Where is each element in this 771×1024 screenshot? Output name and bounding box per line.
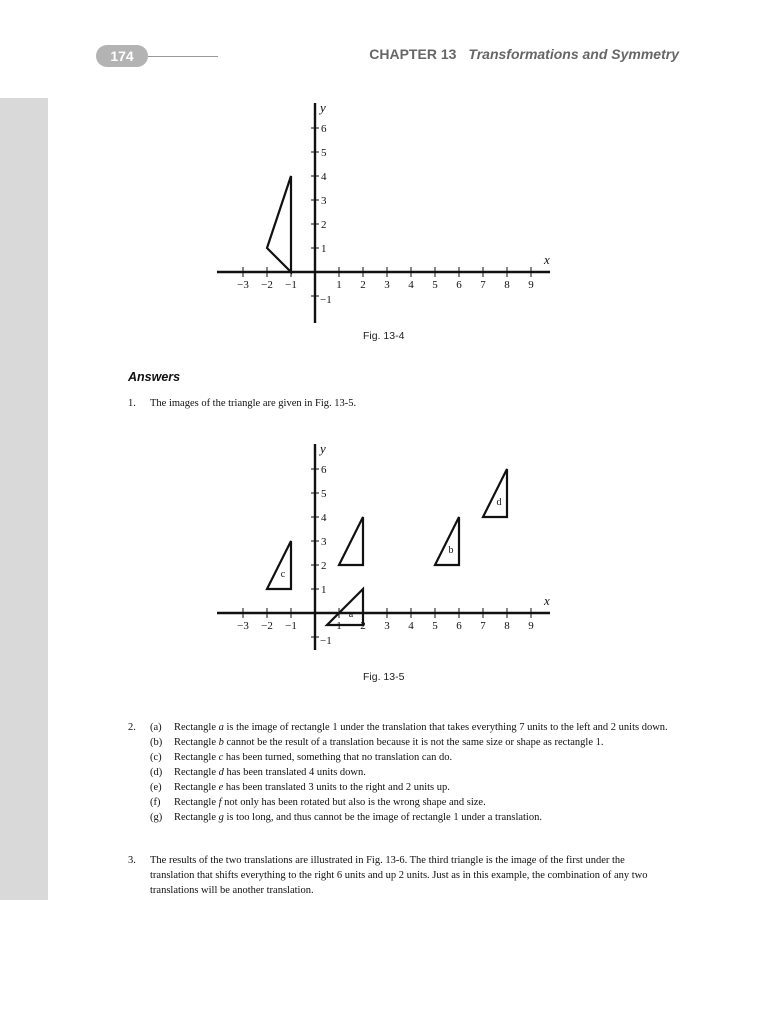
header-rule: [148, 56, 218, 57]
triangle-original: [267, 176, 291, 272]
y-axis-label: y: [320, 441, 326, 456]
y-tick-label: 6: [321, 123, 327, 135]
figure-13-5-graph: [200, 440, 560, 660]
chapter-title: Transformations and Symmetry: [468, 46, 679, 62]
x-tick-label: 1: [336, 620, 342, 632]
x-tick-label: −2: [261, 620, 273, 632]
part-label: (b): [150, 737, 163, 748]
part-text: not only has been rotated but also is the wrong shape and size.: [221, 797, 486, 808]
x-tick-label: 2: [360, 620, 366, 632]
part-text: cannot be the result of a translation because it is not the same size or shape as rectangle 1.: [223, 737, 604, 748]
figure-13-5-caption: Fig. 13-5: [363, 671, 405, 683]
part-prefix: Rectangle: [174, 797, 219, 808]
part-variable: d: [218, 767, 224, 778]
answer-part: [150, 795, 688, 810]
figure-13-5: [200, 440, 560, 660]
figure-13-4-caption: Fig. 13-4: [363, 330, 405, 342]
answer-parts: [150, 720, 688, 825]
part-label: (e): [150, 782, 162, 793]
part-text: has been translated 3 units to the right and 2 units up.: [223, 782, 450, 793]
answer-part: [150, 720, 688, 735]
y-tick-label: 1: [321, 584, 327, 596]
answer-item-3: [128, 853, 668, 898]
part-text: is too long, and thus cannot be the image of rectangle 1 under a translation.: [223, 812, 542, 823]
triangle-unlabeled: [339, 517, 363, 565]
item-number: 1.: [128, 398, 136, 409]
page-margin-band: [0, 98, 48, 900]
y-tick-label: 6: [321, 464, 327, 476]
x-tick-label: 9: [528, 279, 534, 291]
y-tick-label: 2: [321, 560, 327, 572]
x-tick-label: 3: [384, 279, 390, 291]
chapter-header: [369, 46, 679, 62]
y-tick-label: 4: [321, 512, 327, 524]
answer-item-2: [128, 720, 688, 825]
chapter-number: CHAPTER 13: [369, 46, 457, 62]
item-number: 3.: [128, 855, 136, 866]
x-axis-label: x: [544, 252, 550, 267]
triangle-a: [327, 589, 363, 625]
figure-13-4: [200, 95, 560, 325]
part-variable: b: [218, 737, 224, 748]
y-tick-label: 5: [321, 147, 327, 159]
triangle-b: [435, 517, 459, 565]
part-prefix: Rectangle: [174, 752, 219, 763]
part-variable: g: [218, 812, 224, 823]
part-variable: c: [218, 752, 224, 763]
y-tick-label: −1: [320, 294, 332, 306]
y-tick-label: 3: [321, 195, 327, 207]
part-prefix: Rectangle: [174, 737, 219, 748]
answer-part: [150, 735, 688, 750]
triangle-label: d: [496, 497, 502, 508]
part-label: (d): [150, 767, 163, 778]
x-tick-label: 7: [480, 279, 486, 291]
part-prefix: Rectangle: [174, 767, 219, 778]
x-tick-label: −3: [237, 620, 249, 632]
triangle-label: a: [348, 609, 354, 620]
triangle-label: b: [448, 545, 454, 556]
y-tick-label: 1: [321, 243, 327, 255]
x-axis-label: x: [544, 593, 550, 608]
part-label: (c): [150, 752, 162, 763]
answer-part: [150, 765, 688, 780]
x-tick-label: −2: [261, 279, 273, 291]
y-tick-label: −1: [320, 635, 332, 647]
figure-13-4-graph: [200, 95, 560, 325]
y-tick-label: 3: [321, 536, 327, 548]
part-text: has been translated 4 units down.: [223, 767, 366, 778]
answer-text: The images of the triangle are given in Fig. 13-5.: [150, 398, 357, 409]
page-number-badge: 174: [96, 45, 148, 67]
part-label: (g): [150, 812, 163, 823]
y-tick-label: 2: [321, 219, 327, 231]
triangle-label: c: [280, 569, 286, 580]
answer-item-1: [128, 396, 688, 411]
x-tick-label: 8: [504, 620, 510, 632]
part-text: has been turned, something that no translation can do.: [223, 752, 453, 763]
triangle-d: [483, 469, 507, 517]
x-tick-label: 5: [432, 279, 438, 291]
answer-part: [150, 780, 688, 795]
x-tick-label: 6: [456, 620, 462, 632]
part-text: is the image of rectangle 1 under the translation that takes everything 7 units to the left and 2 units down.: [223, 722, 668, 733]
y-tick-label: 5: [321, 488, 327, 500]
x-tick-label: 9: [528, 620, 534, 632]
x-tick-label: −1: [285, 279, 297, 291]
part-prefix: Rectangle: [174, 812, 219, 823]
answers-heading: Answers: [128, 370, 181, 384]
x-tick-label: 4: [408, 279, 414, 291]
x-tick-label: 1: [336, 279, 342, 291]
x-tick-label: 7: [480, 620, 486, 632]
y-axis-label: y: [320, 100, 326, 115]
x-tick-label: 6: [456, 279, 462, 291]
x-tick-label: −1: [285, 620, 297, 632]
x-tick-label: 3: [384, 620, 390, 632]
part-prefix: Rectangle: [174, 782, 219, 793]
answer-text: The results of the two translations are illustrated in Fig. 13-6. The third triangle is the image of the first under the translation that shifts everything to the right 6 units and up 2 units. Just as in this example, the combination of any two translations will be another translation.: [150, 855, 648, 896]
x-tick-label: 5: [432, 620, 438, 632]
answer-part: [150, 810, 688, 825]
triangle-c: [267, 541, 291, 589]
answer-part: [150, 750, 688, 765]
x-tick-label: −3: [237, 279, 249, 291]
part-variable: a: [218, 722, 224, 733]
y-tick-label: 4: [321, 171, 327, 183]
part-label: (a): [150, 722, 162, 733]
part-variable: f: [218, 797, 222, 808]
item-number: 2.: [128, 722, 136, 733]
part-variable: e: [218, 782, 224, 793]
part-label: (f): [150, 797, 161, 808]
x-tick-label: 4: [408, 620, 414, 632]
part-prefix: Rectangle: [174, 722, 219, 733]
x-tick-label: 8: [504, 279, 510, 291]
x-tick-label: 2: [360, 279, 366, 291]
